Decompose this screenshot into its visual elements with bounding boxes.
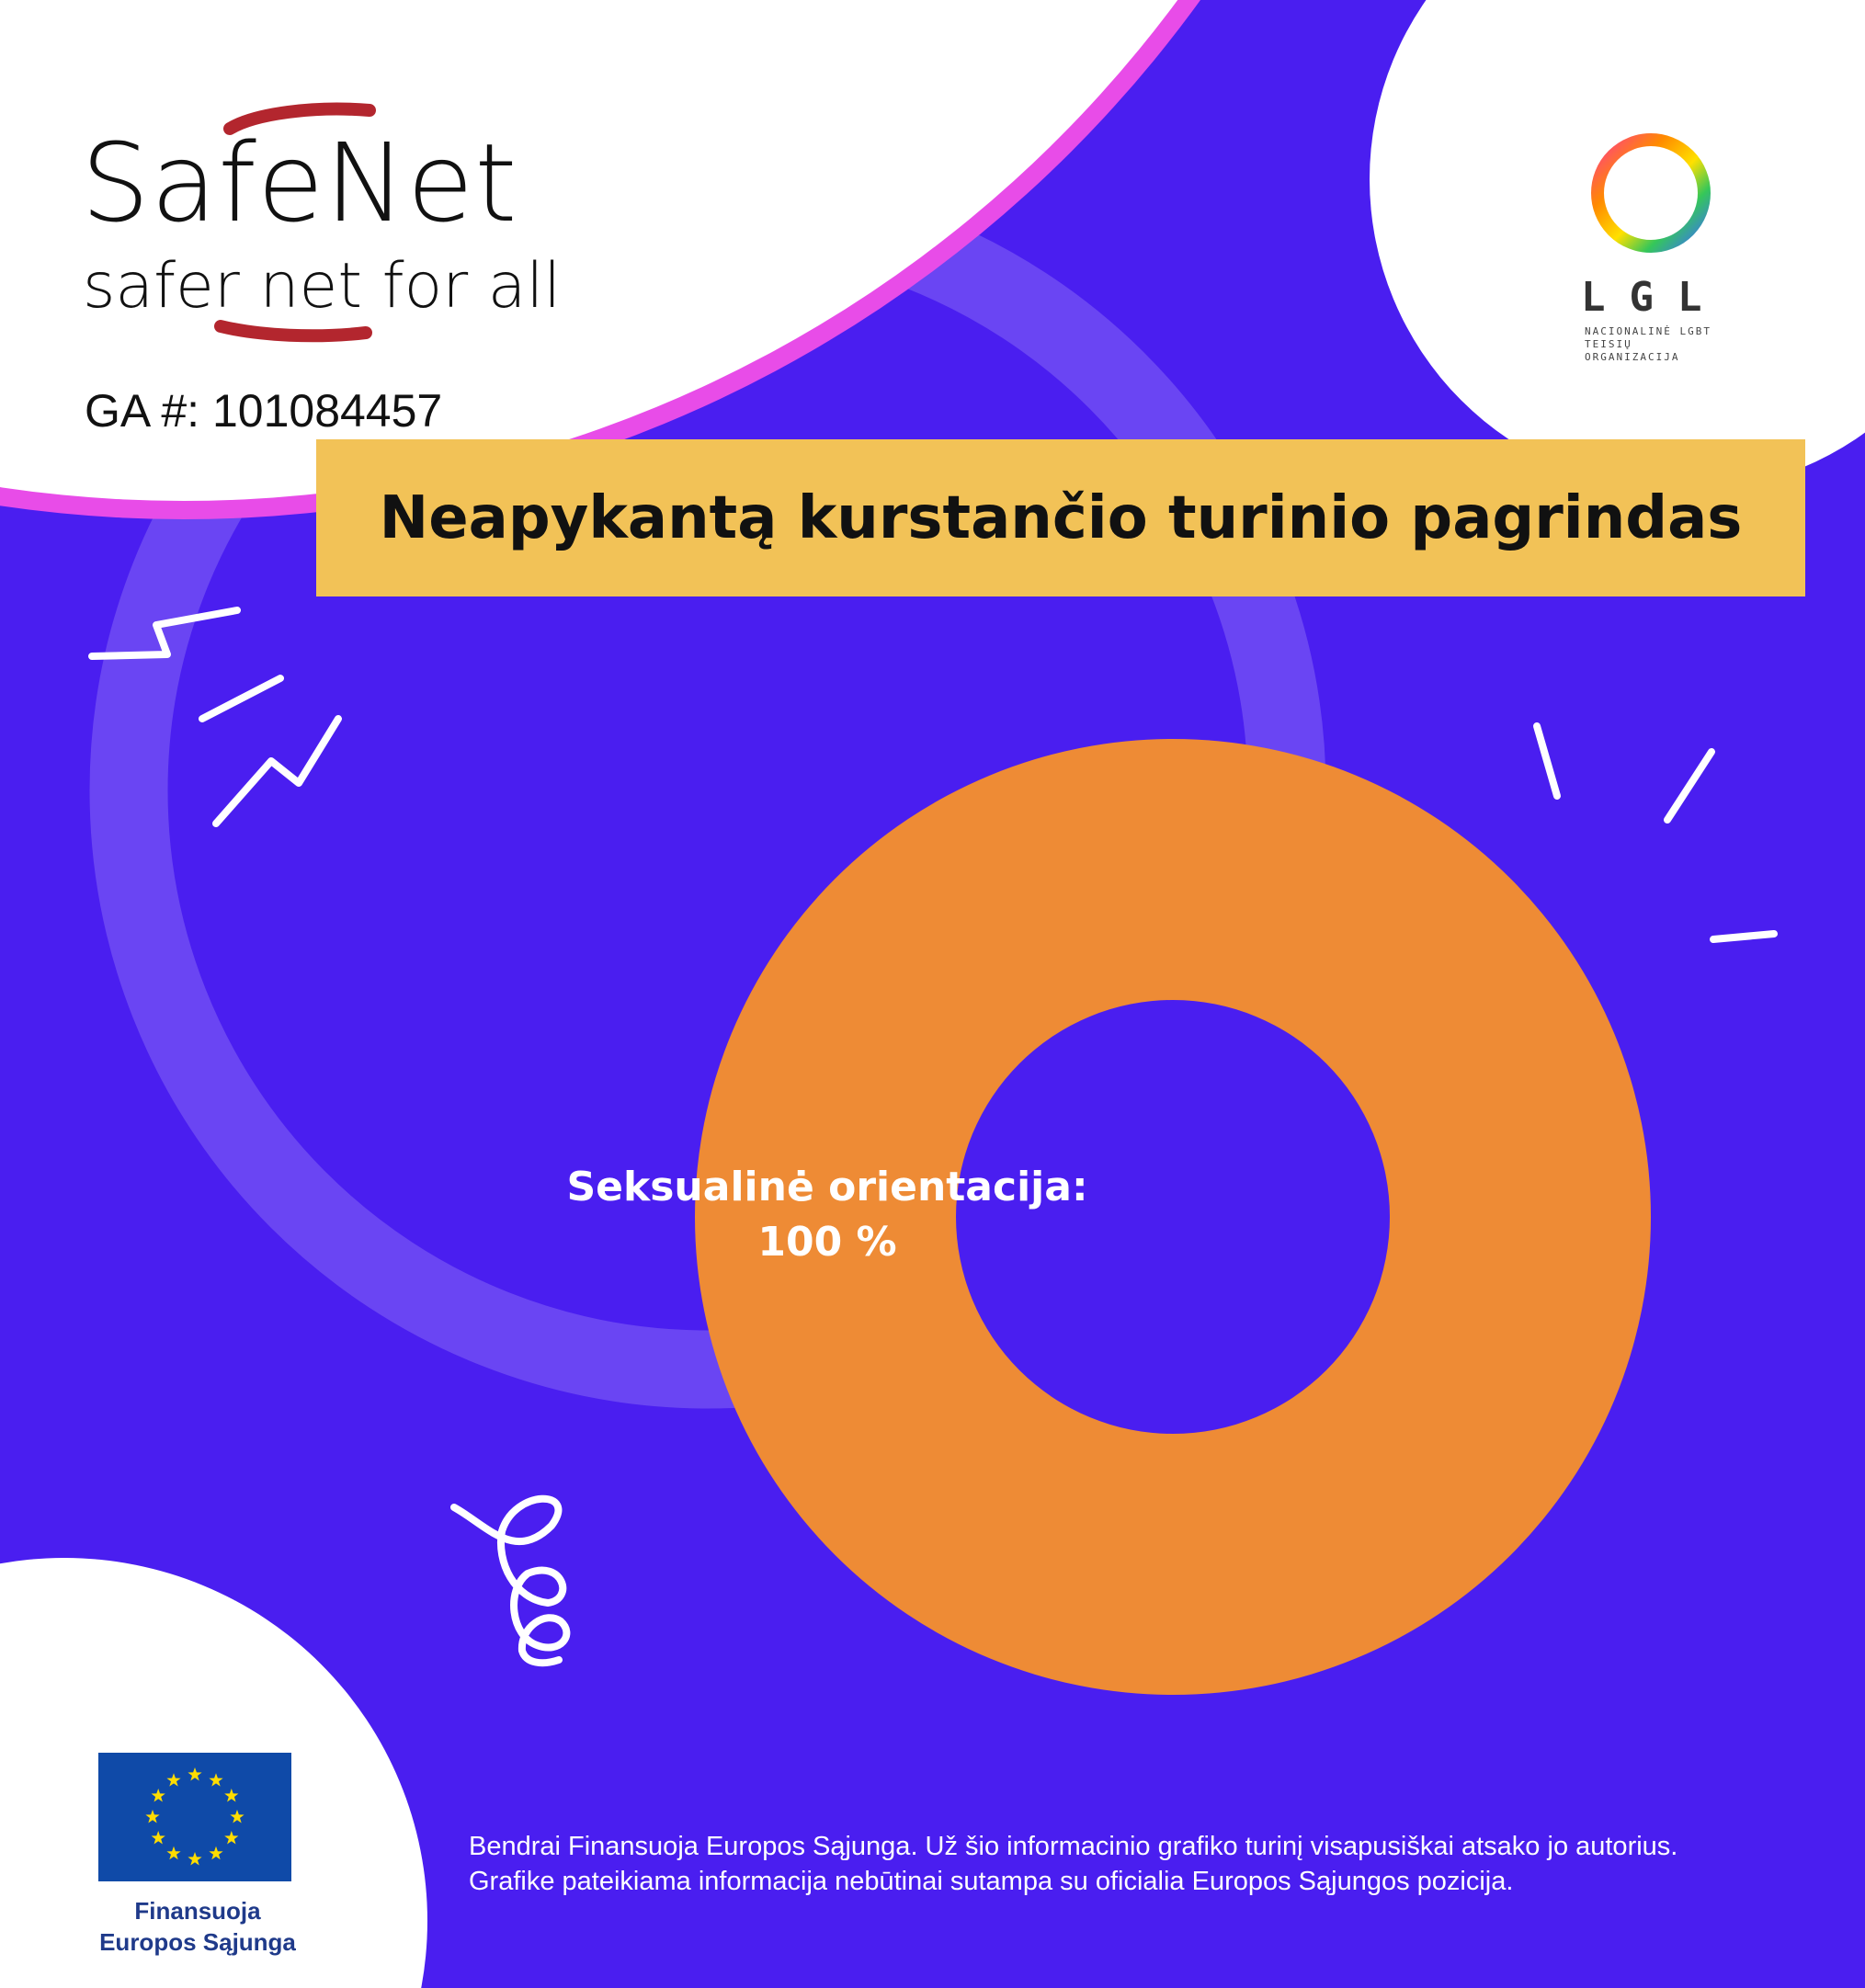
dash-doodle-1: [202, 678, 280, 719]
dash-doodle-4: [1713, 934, 1774, 939]
eu-caption-line2: Europos Sąjunga: [99, 1928, 296, 1956]
squiggle-doodle: [454, 1499, 566, 1663]
lgl-logo-subtitle: NACIONALINĖ LGBT TEISIŲ ORGANIZACIJA: [1585, 325, 1711, 363]
dash-doodle-3: [1667, 752, 1711, 820]
eu-caption-line1: Finansuoja: [134, 1897, 261, 1925]
safenet-logo-tagline: safer net for all: [83, 250, 562, 323]
slice-label-value: 100 %: [757, 1219, 897, 1266]
title-banner: [316, 439, 1805, 596]
eu-disclaimer: Bendrai Finansuoja Europos Sąjunga. Už šio informacinio grafiko turinį visapusiškai atsako jo autorius. Grafike pateikiama informacija nebūtinai sutampa su oficialia Europos Sąjungos pozicija.: [469, 1832, 1678, 1896]
safenet-logo-title: SafeNet: [81, 119, 518, 246]
dash-doodle-2: [1537, 726, 1557, 796]
top-right-blob: [1370, 0, 1865, 492]
slice-label-category: Seksualinė orientacija:: [566, 1164, 1088, 1210]
zigzag-doodle-2: [216, 719, 338, 824]
chart-title: Neapykantą kurstančio turinio pagrindas: [379, 483, 1743, 552]
eu-caption: [74, 1895, 322, 1958]
slice-data-label: [552, 1160, 1103, 1270]
grant-agreement-number: GA #: 101084457: [85, 385, 443, 437]
lgl-logo-name: LGL: [1581, 274, 1726, 321]
